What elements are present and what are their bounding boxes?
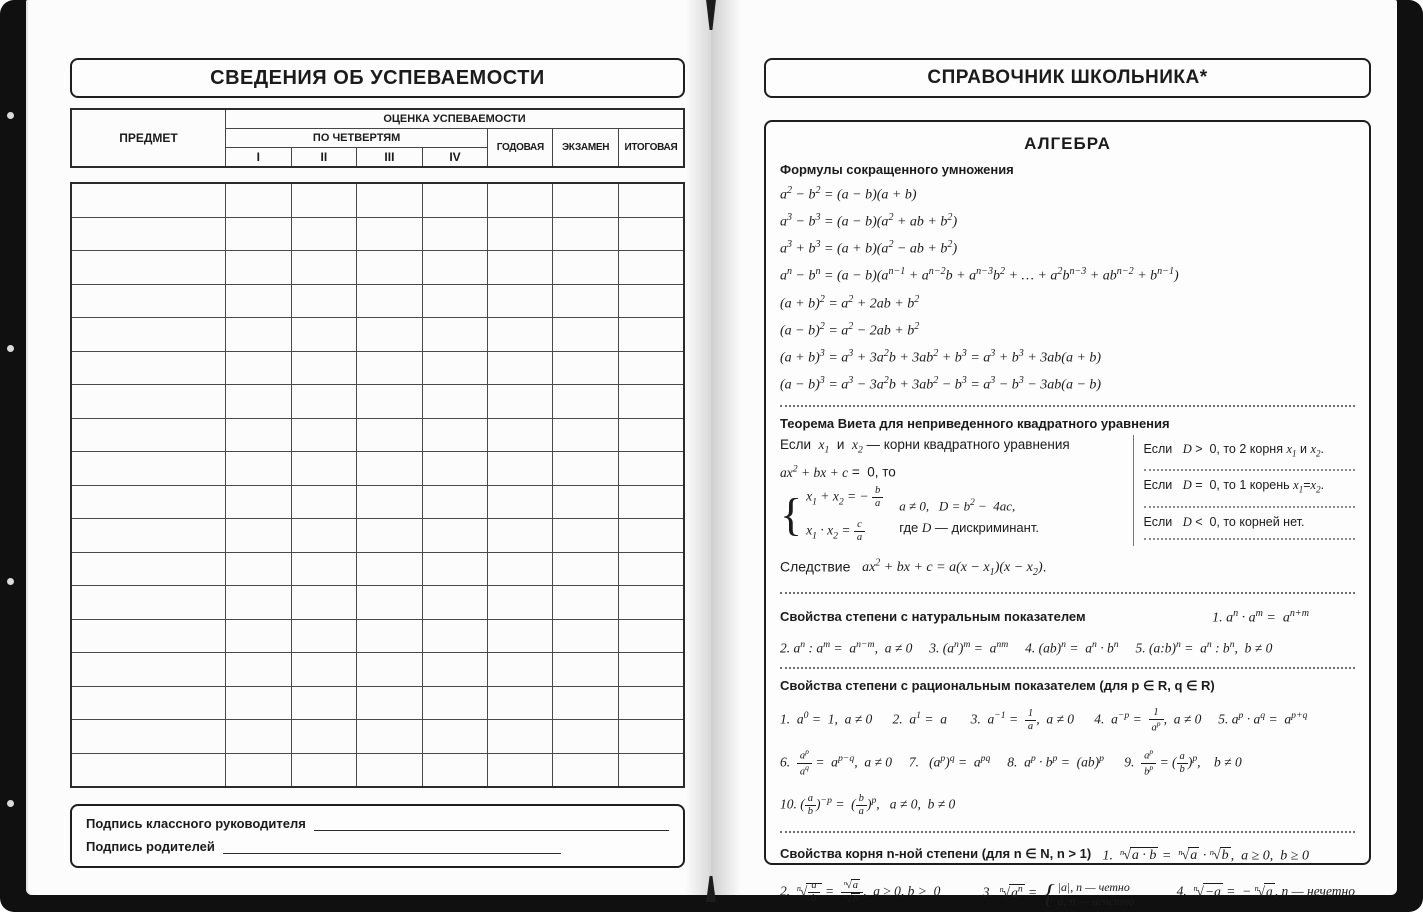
grade-cell xyxy=(357,284,423,318)
signature-box xyxy=(70,804,685,868)
grade-cell xyxy=(618,753,684,787)
grade-cell xyxy=(291,385,357,419)
table-row xyxy=(71,284,684,318)
grade-cell xyxy=(553,653,619,687)
grade-cell xyxy=(357,586,423,620)
subject-cell xyxy=(71,485,225,519)
grade-cell xyxy=(553,418,619,452)
grades-table-body xyxy=(71,183,684,787)
col-header-quarter-1: I xyxy=(225,147,291,167)
roots-item: 2. $^n$√ $\frac{a}{b}$ = $\frac{^n√a}{^n√b}$ , a ≥ 0, b > 0 xyxy=(780,879,941,905)
grade-cell xyxy=(291,753,357,787)
table-row xyxy=(71,485,684,519)
rational-power-heading: Свойства степени с рациональным показателем (для p ∈ R, q ∈ R) xyxy=(780,678,1215,694)
abbrev-mult-heading: Формулы сокращенного умножения xyxy=(780,162,1014,177)
subject-cell xyxy=(71,452,225,486)
grade-cell xyxy=(553,351,619,385)
grade-cell xyxy=(422,183,488,217)
formula-line: $(a - b)^3 = a^3 - 3a^2b + 3ab^2 - b^3 = a^3 - b^3 - 3ab(a - b)$ xyxy=(780,375,1102,393)
grade-cell xyxy=(291,552,357,586)
grade-cell xyxy=(225,753,291,787)
table-row xyxy=(71,318,684,352)
roots-heading-row xyxy=(780,842,1355,867)
natural-power-heading-row xyxy=(780,603,1355,629)
grade-cell xyxy=(291,485,357,519)
grade-cell xyxy=(488,552,553,586)
col-header-quarter-4: IV xyxy=(422,147,488,167)
col-header-year: ГОДОВАЯ xyxy=(488,128,553,167)
grade-cell xyxy=(488,418,553,452)
dotted-divider xyxy=(780,666,1355,669)
grade-cell xyxy=(488,720,553,754)
vieta-intro-line: Если $x_1$ и $x_2$ — корни квадратного уравнения xyxy=(780,436,1070,456)
table-row xyxy=(71,452,684,486)
table-row xyxy=(71,619,684,653)
grade-cell xyxy=(357,720,423,754)
grade-cell xyxy=(422,385,488,419)
grade-cell xyxy=(291,183,357,217)
grade-cell xyxy=(357,452,423,486)
formula-line: $a^3 - b^3 = (a - b)(a^2$ + ab + $b^2$) xyxy=(780,212,958,230)
table-row xyxy=(71,351,684,385)
teacher-signature-label: Подпись классного руководителя xyxy=(86,816,306,831)
grade-cell xyxy=(225,686,291,720)
grade-cell xyxy=(488,519,553,553)
grade-cell xyxy=(225,284,291,318)
dotted-divider xyxy=(780,830,1355,833)
grade-cell xyxy=(488,284,553,318)
grade-cell xyxy=(291,586,357,620)
grade-cell xyxy=(422,351,488,385)
grade-cell xyxy=(488,318,553,352)
formula-line: $a^n - b^n = (a - b)(a^{n-1} + a^{n-2}b + a^{n-3}b^2$ + … + $a^2b^{n-3} + ab^{n-2} + b^{n-1}$) xyxy=(780,266,1179,285)
subject-cell xyxy=(71,753,225,787)
grade-cell xyxy=(357,318,423,352)
natural-power-items: 2. $a^n$ : $a^m = a^{n-m}$, a ≠ 0 3. $(a^n)^m = a^{nm}$ 4. $(ab)^n = a^n \cdot b^n$ 5. (a:b)$^n$ = $a^n$ : $b^n$, b ≠ 0 xyxy=(780,638,1273,656)
grade-cell xyxy=(291,653,357,687)
system-equation: $x_1 \cdot x_2$ = $\frac{c}{a}$ xyxy=(806,519,883,545)
rational-power-items: 10. ( $\frac{a}{b}$ )$^{-p}$ = ( $\frac{b}{a}$ )$^p$, a ≠ 0, b ≠ 0 xyxy=(780,793,956,818)
grade-cell xyxy=(553,284,619,318)
grade-cell xyxy=(291,418,357,452)
grade-cell xyxy=(357,251,423,285)
grade-cell xyxy=(553,686,619,720)
grade-cell xyxy=(553,519,619,553)
grade-cell xyxy=(422,519,488,553)
grade-cell xyxy=(553,485,619,519)
grade-cell xyxy=(422,619,488,653)
vieta-left xyxy=(780,435,1133,546)
subject-cell xyxy=(71,318,225,352)
grade-cell xyxy=(291,251,357,285)
grade-cell xyxy=(291,351,357,385)
grade-cell xyxy=(488,485,553,519)
vieta-block xyxy=(780,435,1355,546)
grade-cell xyxy=(553,753,619,787)
grade-cell xyxy=(553,251,619,285)
vieta-heading: Теорема Виета для неприведенного квадратного уравнения xyxy=(780,415,1170,431)
parents-signature-label: Подпись родителей xyxy=(86,839,215,854)
grade-cell xyxy=(488,183,553,217)
grade-cell xyxy=(488,251,553,285)
grade-cell xyxy=(225,418,291,452)
subject-cell xyxy=(71,552,225,586)
grade-cell xyxy=(291,284,357,318)
binder-hole xyxy=(7,112,14,119)
system-equations xyxy=(806,485,883,546)
grade-cell xyxy=(422,720,488,754)
grade-cell xyxy=(488,686,553,720)
subject-cell xyxy=(71,586,225,620)
left-page-title-box xyxy=(70,58,685,98)
grade-cell xyxy=(225,653,291,687)
grade-cell xyxy=(225,351,291,385)
grade-cell xyxy=(422,284,488,318)
system-brace: { xyxy=(780,489,803,541)
grade-cell xyxy=(618,653,684,687)
rational-power-items: 6. $\frac{a^p}{a^q}$ = $a^{p-q}$, a ≠ 0 7. $(a^p)^q = a^{pq}$ 8. $a^p \cdot b^p = (ab)^p$ 9. $\frac{a^p}{b^p}$ = ( $\frac{a}{b}$ )$^p$, b ≠ 0 xyxy=(780,747,1242,778)
vieta-system xyxy=(780,485,1123,546)
subject-cell xyxy=(71,251,225,285)
grade-cell xyxy=(225,586,291,620)
grade-cell xyxy=(225,552,291,586)
table-row xyxy=(71,385,684,419)
grade-cell xyxy=(291,217,357,251)
grade-cell xyxy=(225,183,291,217)
grade-cell xyxy=(488,653,553,687)
grade-cell xyxy=(422,753,488,787)
grade-cell xyxy=(422,485,488,519)
subject-cell xyxy=(71,284,225,318)
algebra-section-title: АЛГЕБРА xyxy=(1024,134,1111,153)
table-row xyxy=(71,753,684,787)
table-row xyxy=(71,418,684,452)
grade-cell xyxy=(225,452,291,486)
condition-line: a ≠ 0, $D = b^2 - 4ac$, xyxy=(899,497,1016,513)
grade-cell xyxy=(618,485,684,519)
col-header-grades: ОЦЕНКА УСПЕВАЕМОСТИ xyxy=(225,109,684,128)
subject-cell xyxy=(71,619,225,653)
table-row xyxy=(71,686,684,720)
grade-cell xyxy=(488,586,553,620)
teacher-signature-row xyxy=(86,816,669,831)
grade-cell xyxy=(422,452,488,486)
grade-cell xyxy=(553,619,619,653)
natural-power-item-1: 1. $a^n \cdot a^m = a^{n+m}$ xyxy=(1212,608,1309,626)
vieta-corollary: Следствие $ax^2$ + bx + $c = a(x - x_1)(x - x_2)$. xyxy=(780,557,1047,579)
grade-cell xyxy=(357,351,423,385)
col-header-final: ИТОГОВАЯ xyxy=(618,128,684,167)
grade-cell xyxy=(618,418,684,452)
discriminant-case: Если D < 0, то корней нет. xyxy=(1144,508,1355,540)
grade-cell xyxy=(618,351,684,385)
grade-cell xyxy=(225,619,291,653)
binder-hole xyxy=(7,800,14,807)
subject-cell xyxy=(71,653,225,687)
dotted-divider xyxy=(780,404,1355,407)
grade-cell xyxy=(618,251,684,285)
vieta-discriminant-cases xyxy=(1133,435,1355,546)
grade-cell xyxy=(291,619,357,653)
table-row xyxy=(71,586,684,620)
col-header-quarters: ПО ЧЕТВЕРТЯМ xyxy=(225,128,487,147)
teacher-signature-line xyxy=(314,816,669,831)
roots-item: 3. $^n√a^n$ = { |a|, n — четно a, n — нечетно xyxy=(982,878,1135,909)
grade-cell xyxy=(225,385,291,419)
roots-item-1: 1. $^n$√a · b = $^n$√a · $^n$√b , a ≥ 0, b ≥ 0 xyxy=(1102,847,1309,864)
rational-power-items: 1. $a^0 = 1$, a ≠ 0 2. $a^1 = a$ 3. $a^{-1}$ = $\frac{1}{a}$ , a ≠ 0 4. $a^{-p}$ = $\frac{1}{a^p}$ , a ≠ 0 5. $a^p \cdot a^q = a^{p+q}$ xyxy=(780,706,1308,734)
subject-cell xyxy=(71,385,225,419)
grade-cell xyxy=(422,552,488,586)
system-equation: $x_1 + x_2$ = − $\frac{b}{a}$ xyxy=(806,485,883,511)
grade-cell xyxy=(225,485,291,519)
subject-cell xyxy=(71,720,225,754)
natural-power-heading: Свойства степени с натуральным показателем xyxy=(780,608,1086,624)
grade-cell xyxy=(357,485,423,519)
grade-cell xyxy=(225,318,291,352)
discriminant-case: Если D = 0, то 1 корень $x_1=x_2$. xyxy=(1144,471,1355,508)
grade-cell xyxy=(225,720,291,754)
grade-cell xyxy=(618,619,684,653)
roots-heading: Свойства корня n-ной степени (для n ∈ N, n > 1) xyxy=(780,846,1092,862)
grade-cell xyxy=(422,418,488,452)
col-header-quarter-3: III xyxy=(357,147,423,167)
grade-cell xyxy=(357,217,423,251)
formula-line: $a^2 - b^2 = (a - b)(a + b)$ xyxy=(780,185,917,203)
grade-cell xyxy=(422,251,488,285)
grade-cell xyxy=(553,318,619,352)
formula-line: $a^3 + b^3 = (a + b)(a^2$ − ab + $b^2$) xyxy=(780,239,958,257)
grade-cell xyxy=(488,351,553,385)
condition-line: где D — дискриминант. xyxy=(899,519,1039,535)
formula-line: $(a + b)^3 = a^3 + 3a^2b + 3ab^2 + b^3 = a^3 + b^3 + 3ab(a + b)$ xyxy=(780,347,1102,366)
grade-cell xyxy=(618,586,684,620)
roots-items-row xyxy=(780,872,1355,910)
binder-hole xyxy=(7,345,14,352)
discriminant-case: Если D > 0, то 2 корня $x_1$ и $x_2$. xyxy=(1144,435,1355,472)
vieta-intro-line: $ax^2$ + bx + c = 0, то xyxy=(780,463,896,480)
formula-line: $(a - b)^2 = a^2 - 2ab + b^2$ xyxy=(780,320,920,339)
grade-cell xyxy=(357,519,423,553)
grade-cell xyxy=(422,653,488,687)
roots-item: 4. $^n$√−a = − $^n$√a , n — нечетно xyxy=(1176,883,1355,899)
table-row xyxy=(71,653,684,687)
grade-cell xyxy=(357,686,423,720)
grade-cell xyxy=(618,452,684,486)
grade-cell xyxy=(618,686,684,720)
grade-cell xyxy=(618,318,684,352)
left-page-title: СВЕДЕНИЯ ОБ УСПЕВАЕМОСТИ xyxy=(210,66,545,89)
grade-cell xyxy=(422,686,488,720)
subject-cell xyxy=(71,519,225,553)
grade-cell xyxy=(553,217,619,251)
grade-cell xyxy=(357,552,423,586)
grade-cell xyxy=(553,720,619,754)
system-conditions xyxy=(899,495,1039,536)
algebra-box xyxy=(764,120,1371,909)
col-header-exam: ЭКЗАМЕН xyxy=(553,128,619,167)
grade-cell xyxy=(488,619,553,653)
subject-cell xyxy=(71,686,225,720)
right-page xyxy=(711,0,1397,909)
grade-cell xyxy=(488,385,553,419)
subject-cell xyxy=(71,217,225,251)
grade-cell xyxy=(291,686,357,720)
grade-cell xyxy=(291,452,357,486)
binder-hole xyxy=(7,578,14,585)
grade-cell xyxy=(291,720,357,754)
grade-cell xyxy=(618,519,684,553)
grades-header-table xyxy=(70,108,685,168)
grade-cell xyxy=(357,619,423,653)
grades-table xyxy=(70,182,685,788)
grade-cell xyxy=(553,183,619,217)
grade-cell xyxy=(553,452,619,486)
dotted-divider xyxy=(780,591,1355,594)
grade-cell xyxy=(618,720,684,754)
grade-cell xyxy=(225,251,291,285)
grade-cell xyxy=(488,753,553,787)
col-header-quarter-2: II xyxy=(291,147,357,167)
table-row xyxy=(71,217,684,251)
grade-cell xyxy=(357,753,423,787)
grade-cell xyxy=(357,183,423,217)
grade-cell xyxy=(422,586,488,620)
table-row xyxy=(71,720,684,754)
table-row xyxy=(71,183,684,217)
grade-cell xyxy=(618,552,684,586)
grade-cell xyxy=(422,318,488,352)
grade-cell xyxy=(488,217,553,251)
grade-cell xyxy=(291,519,357,553)
subject-cell xyxy=(71,351,225,385)
grade-cell xyxy=(618,217,684,251)
grade-cell xyxy=(553,586,619,620)
grade-cell xyxy=(291,318,357,352)
table-row xyxy=(71,519,684,553)
right-page-title-box xyxy=(764,58,1371,98)
left-page xyxy=(26,0,711,895)
grade-cell xyxy=(618,385,684,419)
grade-cell xyxy=(225,519,291,553)
subject-cell xyxy=(71,418,225,452)
grade-cell xyxy=(618,284,684,318)
parents-signature-row xyxy=(86,839,669,854)
grade-cell xyxy=(422,217,488,251)
subject-cell xyxy=(71,183,225,217)
col-header-subject: ПРЕДМЕТ xyxy=(71,109,225,167)
grade-cell xyxy=(357,653,423,687)
grade-cell xyxy=(553,385,619,419)
grade-cell xyxy=(553,552,619,586)
parents-signature-line xyxy=(223,839,561,854)
table-row xyxy=(71,552,684,586)
grade-cell xyxy=(618,183,684,217)
grade-cell xyxy=(357,418,423,452)
table-row xyxy=(71,251,684,285)
formula-line: $(a + b)^2 = a^2 + 2ab + b^2$ xyxy=(780,293,920,312)
grade-cell xyxy=(488,452,553,486)
right-page-title: СПРАВОЧНИК ШКОЛЬНИКА* xyxy=(927,67,1208,88)
grade-cell xyxy=(357,385,423,419)
grade-cell xyxy=(225,217,291,251)
